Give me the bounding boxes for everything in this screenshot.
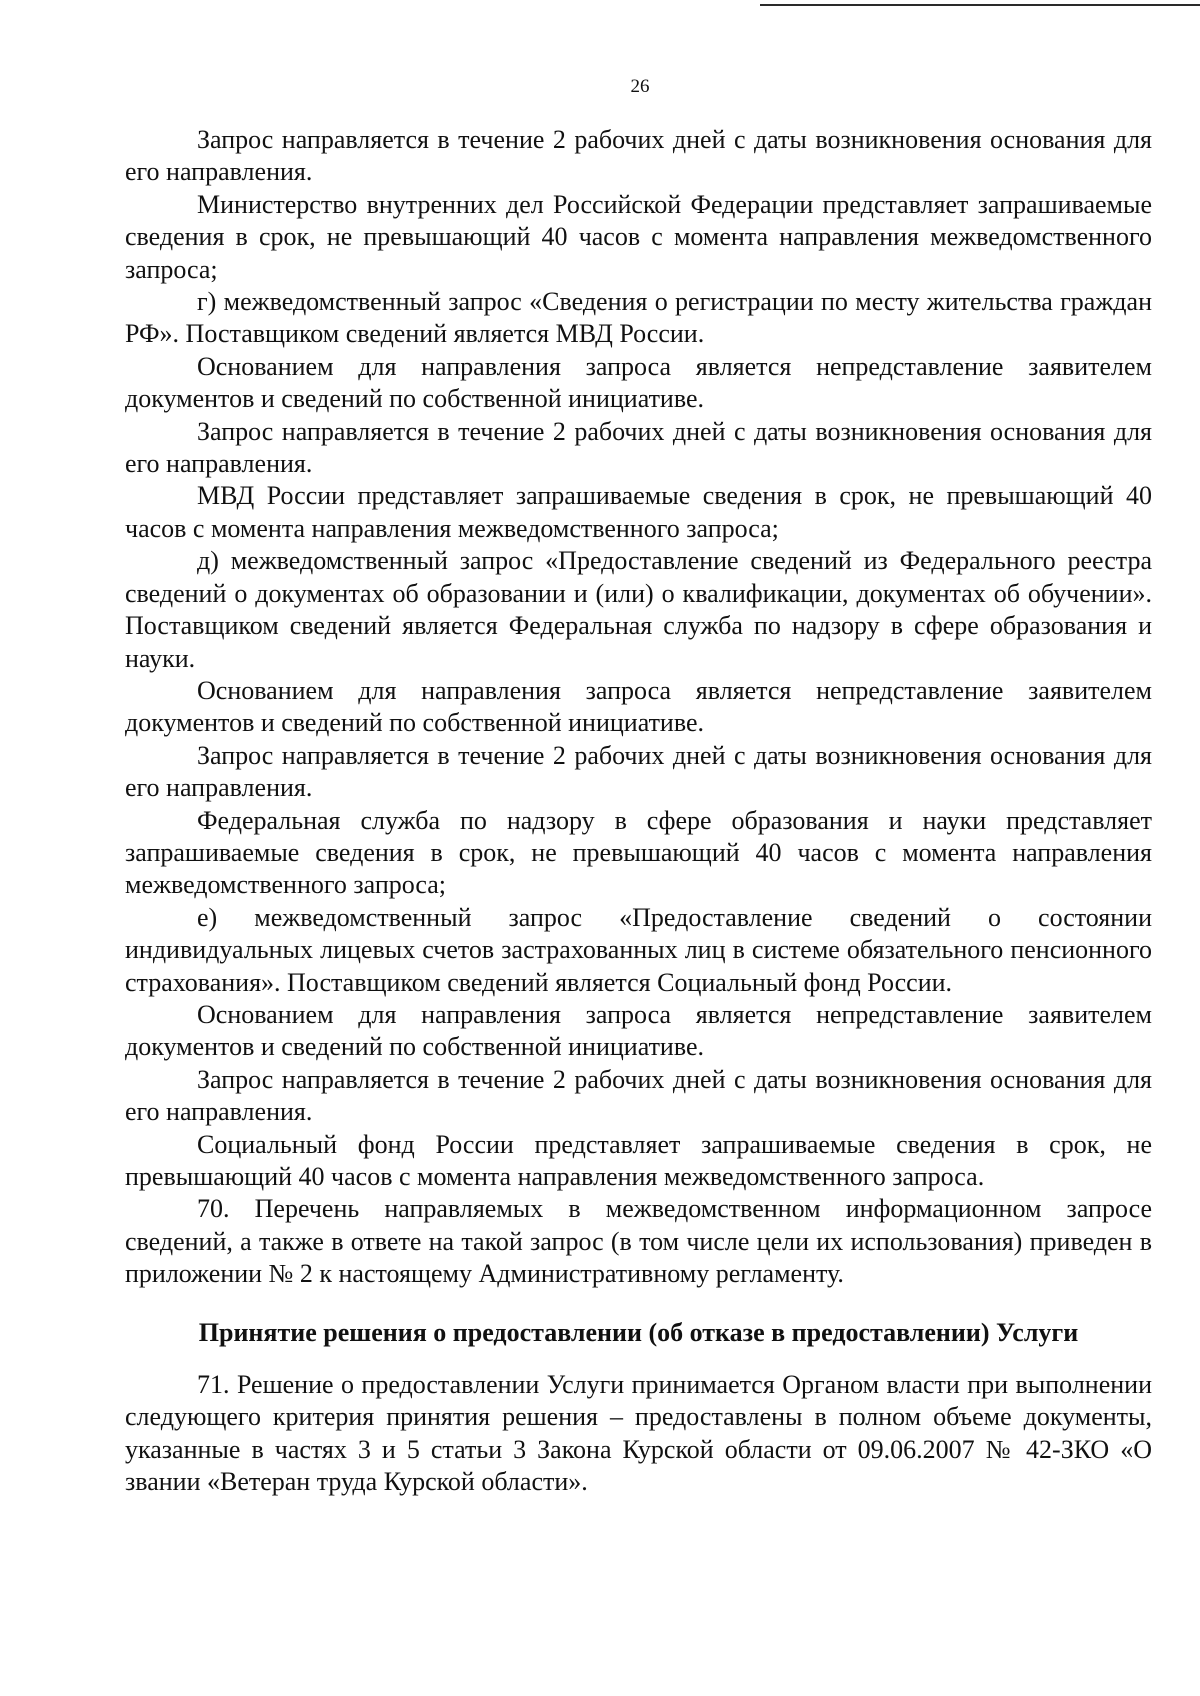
paragraph: Запрос направляется в течение 2 рабочих дней с даты возникновения основания для его направления. [125,416,1152,479]
paragraph: е) межведомственный запрос «Предоставление сведений о состоянии индивидуальных лицевых счетов застрахованных лиц в системе обязательного пенсионного страхования». Поставщиком сведений является Социальный фонд России. [125,902,1152,997]
paragraph: Запрос направляется в течение 2 рабочих дней с даты возникновения основания для его направления. [125,125,1152,187]
paragraph: Основанием для направления запроса является непредставление заявителем документов и сведений по собственной инициативе. [125,999,1152,1062]
section-heading: Принятие решения о предоставлении (об отказе в предоставлении) Услуги [198,1317,1079,1347]
paragraph: Министерство внутренних дел Российской Федерации представляет запрашиваемые сведения в срок, не превышающий 40 часов с момента направления межведомственного запроса; [125,189,1152,284]
page-number: 26 [630,76,650,97]
paragraph: г) межведомственный запрос «Сведения о регистрации по месту жительства граждан РФ». Поставщиком сведений является МВД России. [125,287,1152,349]
paragraph: д) межведомственный запрос «Предоставление сведений из Федерального реестра сведений о документах об образовании и (или) о квалификации, документах об обучении». Поставщиком сведений является Федеральная служба по надзору в сфере образования и науки. [125,546,1152,673]
paragraph: Запрос направляется в течение 2 рабочих дней с даты возникновения основания для его направления. [125,740,1152,803]
paragraph: 70. Перечень направляемых в межведомственном информационном запросе сведений, а также в ответе на такой запрос (в том числе цели их использования) приведен в приложении № 2 к настоящему Административному регламенту. [125,1194,1152,1289]
scan-edge-line [760,4,1200,6]
paragraph: Основанием для направления запроса является непредставление заявителем документов и сведений по собственной инициативе. [125,351,1152,414]
paragraph: Социальный фонд России представляет запрашиваемые сведения в срок, не превышающий 40 часов с момента направления межведомственного запроса. [125,1129,1152,1191]
paragraph: Федеральная служба по надзору в сфере образования и науки представляет запрашиваемые сведения в срок, не превышающий 40 часов с момента направления межведомственного запроса; [125,805,1152,900]
paragraph: Запрос направляется в течение 2 рабочих дней с даты возникновения основания для его направления. [125,1064,1152,1127]
paragraph: МВД России представляет запрашиваемые сведения в срок, не превышающий 40 часов с момента направления межведомственного запроса; [125,481,1152,543]
paragraph: Основанием для направления запроса является непредставление заявителем документов и сведений по собственной инициативе. [125,675,1152,738]
paragraph: 71. Решение о предоставлении Услуги принимается Органом власти при выполнении следующего критерия принятия решения – предоставлены в полном объеме документы, указанные в частях 3 и 5 статьи 3 Закона Курской области от 09.06.2007 № 42-ЗКО «О звании «Ветеран труда Курской области». [125,1370,1152,1497]
document-body [125,124,1152,1499]
